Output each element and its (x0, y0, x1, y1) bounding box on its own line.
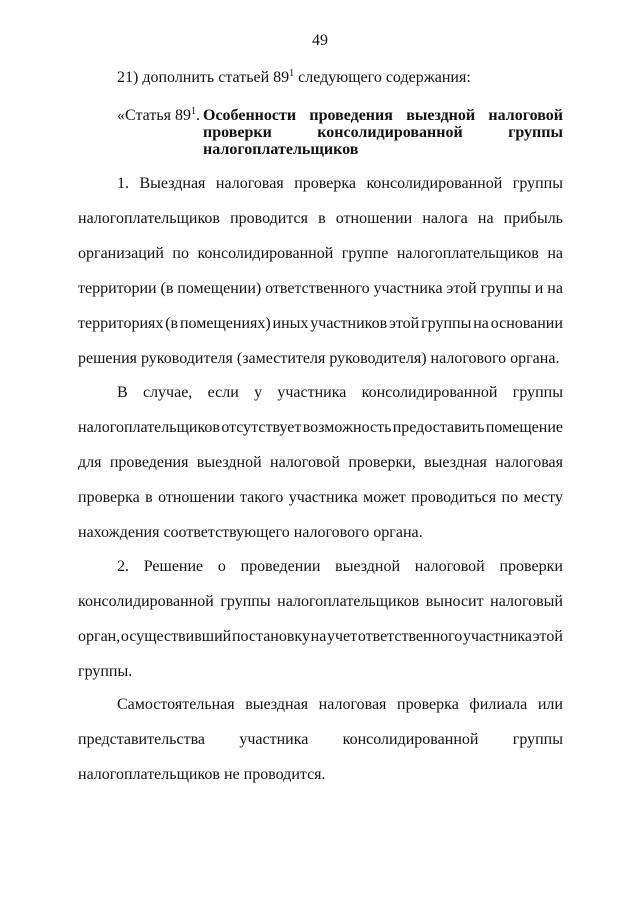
paragraph-3 (78, 558, 563, 683)
text-line: нахождения соответствующего налогового органа. (78, 524, 423, 541)
article-label-superscript: 1 (190, 106, 196, 117)
intro-line (117, 69, 471, 87)
text-line: для проведения выездной налоговой проверки, выездная налоговая (78, 454, 563, 471)
text-line: 2. Решение о проведении выездной налоговой проверки (117, 558, 563, 575)
text-line: территориях (в помещениях) иных участников этой группы на основании (78, 315, 563, 332)
text-line: организаций по консолидированной группе налогоплательщиков на (78, 245, 563, 262)
text-line: консолидированной группы налогоплательщиков выносит налоговый (78, 593, 563, 610)
text-line: решения руководителя (заместителя руководителя) налогового органа. (78, 350, 560, 367)
text-line: налогоплательщиков проводится в отношении налога на прибыль (78, 210, 563, 227)
article-label: «Статья $89^1$. (117, 106, 200, 124)
text-line: орган, осуществивший постановку на учет ответственного участника этой (78, 628, 563, 645)
text-line: 1. Выездная налоговая проверка консолидированной группы (117, 175, 563, 192)
paragraph-2 (78, 384, 563, 544)
intro-suffix: следующего содержания: (294, 69, 471, 86)
article-title-line: налогоплательщиков (203, 141, 359, 158)
text-line: территории (в помещении) ответственного участника этой группы и на (78, 280, 563, 297)
page-number: 49 (312, 32, 328, 49)
text-line: налогоплательщиков отсутствует возможность предоставить помещение (78, 419, 563, 436)
article-title-line: Особенности проведения выездной налоговой (203, 107, 563, 124)
paragraph-1 (78, 175, 563, 370)
article-title-line: проверки консолидированной группы (203, 124, 563, 141)
article-title (203, 107, 563, 158)
text-line: представительства участника консолидированной группы (78, 731, 563, 748)
intro-superscript: 1 (289, 68, 295, 79)
text-line: проверка в отношении такого участника может проводиться по месту (78, 489, 563, 506)
text-line: группы. (78, 663, 133, 680)
intro-prefix: 21) дополнить статьей 89 (117, 69, 290, 86)
text-line: налогоплательщиков не проводится. (78, 766, 326, 783)
article-heading (117, 107, 563, 158)
text-line: Самостоятельная выездная налоговая проверка филиала или (117, 696, 563, 713)
paragraph-4 (78, 696, 563, 786)
text-line: В случае, если у участника консолидированной группы (117, 384, 563, 401)
